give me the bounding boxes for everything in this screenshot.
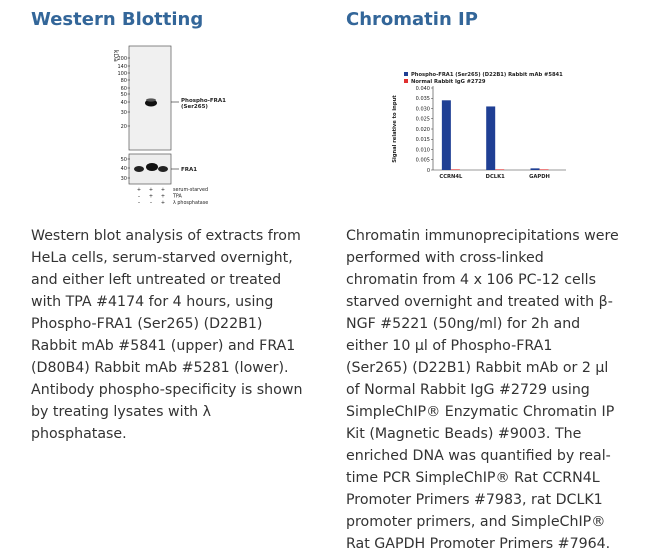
blot-treatment-label: TPA <box>173 194 182 200</box>
blot-treatment-sign: + <box>160 193 166 200</box>
blot-treatment-sign: + <box>136 187 142 193</box>
western-blotting-heading: Western Blotting <box>31 9 204 30</box>
blot-marker-label: 50 <box>120 92 127 98</box>
blot-treatment-sign: + <box>160 187 166 193</box>
blot-treatment-sign: – <box>137 193 141 200</box>
y-tick-label: 0.040 <box>415 85 430 92</box>
blot-marker-label: 50 <box>120 157 127 163</box>
western-blot-figure <box>109 38 249 218</box>
caption-line: NGF #5221 (50ng/ml) for 2h and <box>346 316 581 332</box>
blot-label-ser265: (Ser265) <box>181 104 208 110</box>
legend-swatch <box>404 79 408 83</box>
caption-line: Promoter Primers #7983, rat DCLK1 <box>346 492 603 508</box>
blot-band-fra1-lane2 <box>146 163 158 171</box>
y-tick-label: 0.025 <box>415 116 430 123</box>
blot-upper-markers <box>117 56 130 130</box>
blot-label-fra1: FRA1 <box>181 167 198 173</box>
chromatin-ip-heading: Chromatin IP <box>346 9 478 30</box>
blot-marker-label: 40 <box>120 166 127 172</box>
bar-ccrn4l-series-0 <box>442 100 451 170</box>
blot-treatment-label: λ phosphatase <box>173 201 209 206</box>
y-tick-label: 0 <box>426 167 430 174</box>
caption-line: time PCR SimpleChIP® Rat CCRN4L <box>346 470 600 486</box>
caption-line: Western blot analysis of extracts from <box>31 228 301 244</box>
blot-band-phospho-fra1-faint <box>146 98 156 101</box>
y-tick-label: 0.030 <box>415 106 430 113</box>
caption-line: phosphatase. <box>31 426 127 442</box>
bar-gapdh-series-0 <box>531 168 540 170</box>
blot-kda-label: kDa <box>112 50 119 62</box>
caption-line: SimpleChIP® Enzymatic Chromatin IP <box>346 404 615 420</box>
caption-line: (Ser265) (D22B1) Rabbit mAb or 2 µl <box>346 360 609 376</box>
chip-chart <box>386 70 586 190</box>
x-tick-label: CCRN4L <box>439 174 463 180</box>
blot-marker-label: 200 <box>117 56 127 62</box>
caption-line: HeLa cells, serum-starved overnight, <box>31 250 293 266</box>
y-tick-label: 0.035 <box>415 96 430 103</box>
blot-treatment-sign: + <box>148 193 154 200</box>
y-tick-label: 0.005 <box>415 157 430 164</box>
caption-line: (D80B4) Rabbit mAb #5281 (lower). <box>31 360 289 376</box>
blot-label-phospho-fra1: Phospho-FRA1 <box>181 98 226 104</box>
bar-dclk1-series-1 <box>495 169 504 170</box>
y-tick-label: 0.015 <box>415 137 430 144</box>
caption-line: Kit (Magnetic Beads) #9003. The <box>346 426 582 442</box>
caption-line: Rabbit mAb #5841 (upper) and FRA1 <box>31 338 296 354</box>
western-caption <box>31 225 323 445</box>
blot-marker-label: 20 <box>120 124 127 130</box>
caption-line: Rat GAPDH Promoter Primers #7964. <box>346 536 611 552</box>
y-axis-label: Signal relative to input <box>392 95 398 163</box>
blot-band-fra1-lane3 <box>158 166 168 172</box>
blot-treatment-sign: – <box>149 200 153 206</box>
y-tick-label: 0.010 <box>415 147 430 154</box>
caption-line: Chromatin immunoprecipitations were <box>346 228 619 244</box>
blot-lower-markers <box>121 157 130 182</box>
blot-marker-label: 30 <box>120 110 127 116</box>
blot-upper-panel <box>129 46 171 150</box>
blot-treatment-sign: + <box>148 187 154 193</box>
blot-marker-label: 100 <box>117 71 127 77</box>
legend-label: Phospho-FRA1 (Ser265) (D22B1) Rabbit mAb #5841 <box>411 72 563 78</box>
bar-ccrn4l-series-1 <box>451 169 460 170</box>
chip-caption <box>346 225 638 555</box>
blot-treatment-rows <box>137 187 208 206</box>
caption-line: with TPA #4174 for 4 hours, using <box>31 294 274 310</box>
caption-line: starved overnight and treated with β- <box>346 294 613 310</box>
blot-marker-label: 140 <box>117 64 127 70</box>
blot-treatment-label: serum-starved <box>173 188 208 193</box>
blot-marker-label: 40 <box>120 100 127 106</box>
caption-line: and either left untreated or treated <box>31 272 282 288</box>
caption-line: chromatin from 4 x 106 PC-12 cells <box>346 272 597 288</box>
blot-treatment-sign: – <box>137 200 141 206</box>
blot-marker-label: 30 <box>120 176 127 182</box>
caption-line: by treating lysates with λ <box>31 404 212 420</box>
caption-line: Antibody phospho-specificity is shown <box>31 382 303 398</box>
caption-line: enriched DNA was quantified by real- <box>346 448 611 464</box>
blot-treatment-sign: + <box>160 200 166 206</box>
caption-line: performed with cross-linked <box>346 250 544 266</box>
caption-line: Phospho-FRA1 (Ser265) (D22B1) <box>31 316 263 332</box>
legend-swatch <box>404 72 408 76</box>
x-tick-label: DCLK1 <box>485 174 505 180</box>
caption-line: either 10 µl of Phospho-FRA1 <box>346 338 553 354</box>
blot-marker-label: 60 <box>120 86 127 92</box>
caption-line: of Normal Rabbit IgG #2729 using <box>346 382 590 398</box>
caption-line: promoter primers, and SimpleChIP® <box>346 514 606 530</box>
blot-marker-label: 80 <box>120 78 127 84</box>
blot-band-fra1-lane1 <box>134 166 144 172</box>
y-tick-label: 0.020 <box>415 126 430 133</box>
bar-gapdh-series-1 <box>540 169 549 170</box>
legend-label: Normal Rabbit IgG #2729 <box>411 79 486 85</box>
bar-dclk1-series-0 <box>486 106 495 170</box>
x-tick-label: GAPDH <box>529 174 550 180</box>
